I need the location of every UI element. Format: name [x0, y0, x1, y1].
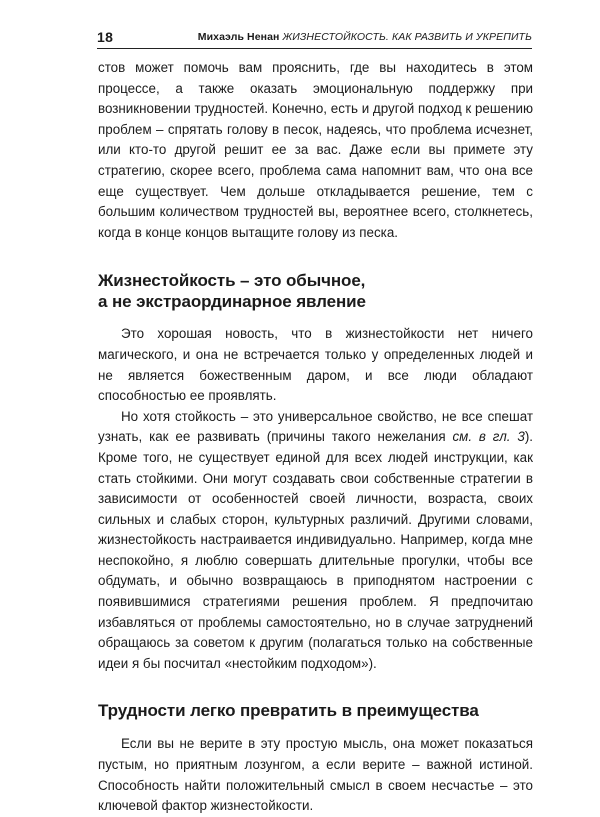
section-heading-difficulties: [98, 700, 533, 721]
page-number: 18: [97, 29, 114, 45]
book-title: ЖИЗНЕСТОЙКОСТЬ. КАК РАЗВИТЬ И УКРЕПИТЬ: [282, 31, 532, 43]
section-heading-resilience-ordinary: [98, 270, 533, 312]
chapter-reference: см. в гл. 3: [452, 429, 525, 445]
section1-paragraph-1: Это хорошая новость, что в жизнестойкости нет ничего магического, и она не встречается только у определенных людей и не является божественным даром, и все люди обладают способностью ее проявлять.: [98, 326, 533, 404]
author-name: Михаэль Ненан: [197, 31, 280, 43]
section-heading-line-2: а не экстраординарное явление: [98, 292, 366, 312]
section-heading-text: Трудности легко превратить в преимущества: [98, 701, 479, 721]
page-body: [98, 58, 533, 817]
section1-paragraph-2: [98, 407, 533, 675]
paragraph-text: Но хотя стойкость – это универсальное свойство, не все спешат узнать, как ее развивать (причины такого нежелания: [98, 408, 533, 445]
running-header: [97, 26, 532, 49]
section-heading-line-1: Жизнестойкость – это обычное,: [98, 271, 366, 291]
paragraph-text: ). Кроме того, не существует единой для всех людей инструкции, как стать стойкими. Они могут создавать свои собственные стратегии в зависимости от особенностей своей личности, возраста, своих сильных и слабых сторон, культурных различий. Другими словами, жизнестойкость настраивается индивидуально. Например, когда мне неспокойно, я люблю совершать длительные прогулки, чтобы все обдумать, и обычно возвращаюсь в приподнятом настроении с появившимися стратегиями решения проблем. Я предпочитаю избавляться от проблемы самостоятельно, но в случае затруднений обращаюсь за советом к другим (полагаться только на собственные идеи я бы посчитал «нестойким подходом»).: [98, 429, 533, 671]
section2-paragraph-1: Если вы не верите в эту простую мысль, она может показаться пустым, но приятным лозунгом, а если верите – важной истиной. Способность найти положительный смысл в своем несчастье – это ключевой фактор жизнестойкости.: [98, 736, 533, 814]
running-title: [198, 31, 532, 43]
intro-paragraph: стов может помочь вам прояснить, где вы находитесь в этом процессе, а также оказать эмоциональную поддержку при возникновении трудностей. Конечно, есть и другой подход к решению проблем – спрятать голову в песок, надеясь, что проблема исчезнет, или кто-то другой решит ее за вас. Даже если вы примете эту стратегию, скорее всего, проблема сама напомнит вам, что она все еще существует. Чем дольше откладывается решение, тем с большим количеством трудностей вы, вероятнее всего, столкнетесь, когда в конце концов вытащите голову из песка.: [98, 60, 533, 240]
